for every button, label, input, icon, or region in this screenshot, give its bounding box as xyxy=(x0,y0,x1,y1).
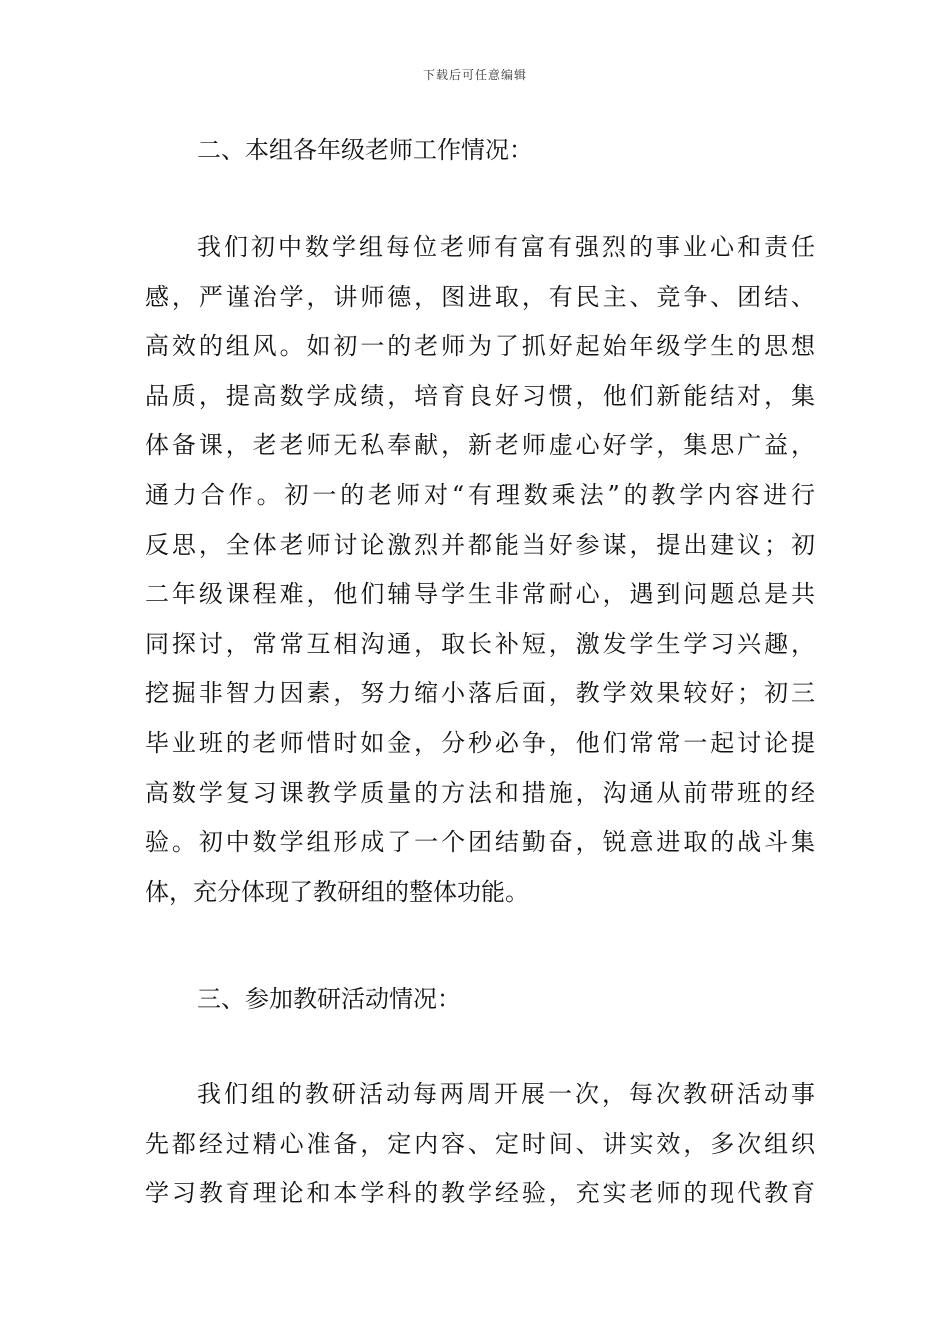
section-2-heading: 二、本组各年级老师工作情况： xyxy=(197,136,533,164)
paragraph-line: 先都经过精心准备，定内容、定时间、讲实效，多次组织 xyxy=(145,1129,815,1158)
paragraph-line: 毕业班的老师惜时如金，分秒必争，他们常常一起讨论提 xyxy=(145,728,815,757)
paragraph-line: 验。初中数学组形成了一个团结勤奋，锐意进取的战斗集 xyxy=(145,828,815,857)
paragraph-line: 反思，全体老师讨论激烈并都能当好参谋，提出建议；初 xyxy=(145,530,815,559)
paragraph-line: 体，充分体现了教研组的整体功能。 xyxy=(145,877,529,906)
section-3-heading: 三、参加教研活动情况： xyxy=(197,985,461,1013)
paragraph-line: 品质，提高数学成绩，培育良好习惯，他们新能结对，集 xyxy=(145,381,815,410)
paragraph-line: 感，严谨治学，讲师德，图进取，有民主、竞争、团结、 xyxy=(145,282,815,311)
paragraph-line: 通力合作。初一的老师对“有理数乘法”的教学内容进行 xyxy=(145,480,815,509)
paragraph-line: 学习教育理论和本学科的教学经验，充实老师的现代教育 xyxy=(145,1179,815,1208)
paragraph-line: 挖掘非智力因素，努力缩小落后面，教学效果较好；初三 xyxy=(145,679,815,708)
paragraph-line: 高数学复习课教学质量的方法和措施，沟通从前带班的经 xyxy=(145,778,815,807)
paragraph-line: 二年级课程难，他们辅导学生非常耐心，遇到问题总是共 xyxy=(145,580,815,609)
section-2-paragraph xyxy=(145,223,815,917)
paragraph-line: 高效的组风。如初一的老师为了抓好起始年级学生的思想 xyxy=(145,332,815,361)
paragraph-line: 体备课，老老师无私奉献，新老师虚心好学，集思广益， xyxy=(145,431,815,460)
paragraph-line: 同探讨，常常互相沟通，取长补短，激发学生学习兴趣， xyxy=(145,629,815,658)
section-3-paragraph xyxy=(145,1070,815,1219)
paragraph-line: 我们组的教研活动每两周开展一次，每次教研活动事 xyxy=(197,1080,815,1108)
page-header-note: 下载后可任意编辑 xyxy=(422,68,527,82)
paragraph-line: 我们初中数学组每位老师有富有强烈的事业心和责任 xyxy=(197,233,815,261)
